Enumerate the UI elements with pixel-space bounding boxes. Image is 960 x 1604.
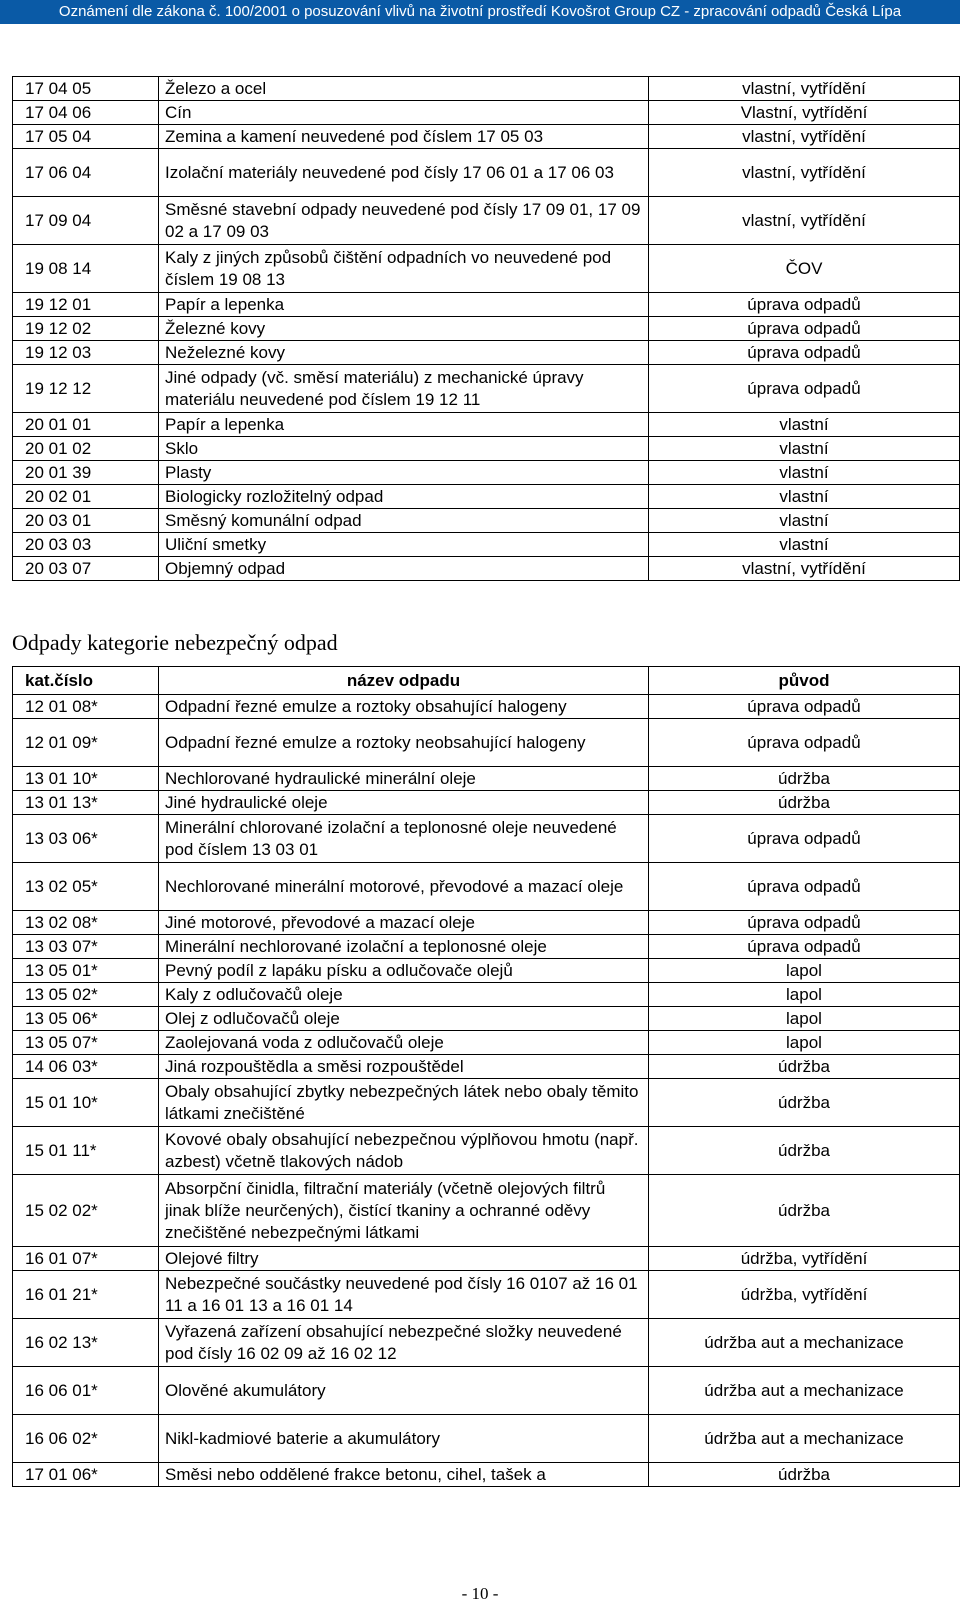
table-row: [13, 509, 960, 533]
waste-code: 13 02 05*: [13, 863, 159, 911]
waste-origin: úprava odpadů: [649, 365, 960, 413]
table-row: [13, 767, 960, 791]
waste-origin: úprava odpadů: [649, 719, 960, 767]
waste-origin: vlastní: [649, 509, 960, 533]
waste-name: Odpadní řezné emulze a roztoky neobsahující halogeny: [159, 719, 649, 767]
waste-code: 20 03 07: [13, 557, 159, 581]
waste-name: Směsný komunální odpad: [159, 509, 649, 533]
waste-code: 20 02 01: [13, 485, 159, 509]
waste-name: Obaly obsahující zbytky nebezpečných látek nebo obaly těmito látkami znečištěné: [159, 1079, 649, 1127]
waste-origin: vlastní: [649, 533, 960, 557]
waste-name: Plasty: [159, 461, 649, 485]
document-header: Oznámení dle zákona č. 100/2001 o posuzování vlivů na životní prostředí Kovošrot Group CZ - zpracování odpadů Česká Lípa: [0, 0, 960, 24]
waste-code: 13 03 06*: [13, 815, 159, 863]
table-row: [13, 1031, 960, 1055]
waste-code: 19 08 14: [13, 245, 159, 293]
waste-origin: úprava odpadů: [649, 911, 960, 935]
waste-origin: údržba: [649, 1175, 960, 1247]
table-row: [13, 1415, 960, 1463]
waste-name: Izolační materiály neuvedené pod čísly 17 06 01 a 17 06 03: [159, 149, 649, 197]
waste-origin: údržba, vytřídění: [649, 1271, 960, 1319]
table-row: [13, 197, 960, 245]
table-row: [13, 695, 960, 719]
waste-name: Zaolejovaná voda z odlučovačů oleje: [159, 1031, 649, 1055]
table-row: [13, 77, 960, 101]
waste-code: 13 02 08*: [13, 911, 159, 935]
waste-name: Směsi nebo oddělené frakce betonu, cihel, tašek a: [159, 1463, 649, 1487]
waste-origin: ČOV: [649, 245, 960, 293]
waste-origin: úprava odpadů: [649, 317, 960, 341]
waste-name: Železné kovy: [159, 317, 649, 341]
table-row: [13, 791, 960, 815]
waste-code: 20 01 39: [13, 461, 159, 485]
waste-code: 15 02 02*: [13, 1175, 159, 1247]
waste-code: 12 01 09*: [13, 719, 159, 767]
waste-code: 20 03 03: [13, 533, 159, 557]
waste-origin: vlastní, vytřídění: [649, 557, 960, 581]
table-row: [13, 1247, 960, 1271]
waste-origin: vlastní, vytřídění: [649, 125, 960, 149]
waste-origin: údržba aut a mechanizace: [649, 1367, 960, 1415]
table-row: [13, 1319, 960, 1367]
waste-origin: úprava odpadů: [649, 863, 960, 911]
table-row: [13, 983, 960, 1007]
waste-name: Absorpční činidla, filtrační materiály (včetně olejových filtrů jinak blíže neurčených), čistící tkaniny a ochranné oděvy znečištěné nebezpečnými látkami: [159, 1175, 649, 1247]
waste-name: Objemný odpad: [159, 557, 649, 581]
table-row: [13, 911, 960, 935]
waste-origin: vlastní: [649, 485, 960, 509]
waste-origin: vlastní, vytřídění: [649, 77, 960, 101]
waste-name: Sklo: [159, 437, 649, 461]
waste-code: 20 03 01: [13, 509, 159, 533]
table-row: [13, 101, 960, 125]
waste-name: Zemina a kamení neuvedené pod číslem 17 05 03: [159, 125, 649, 149]
waste-code: 14 06 03*: [13, 1055, 159, 1079]
waste-name: Jiná rozpouštědla a směsi rozpouštědel: [159, 1055, 649, 1079]
waste-code: 17 09 04: [13, 197, 159, 245]
waste-name: Směsné stavební odpady neuvedené pod čísly 17 09 01, 17 09 02 a 17 09 03: [159, 197, 649, 245]
waste-origin: údržba aut a mechanizace: [649, 1319, 960, 1367]
waste-code: 13 05 01*: [13, 959, 159, 983]
waste-origin: údržba: [649, 1055, 960, 1079]
table-row: [13, 1127, 960, 1175]
waste-code: 19 12 01: [13, 293, 159, 317]
waste-name: Kaly z odlučovačů oleje: [159, 983, 649, 1007]
waste-origin: údržba: [649, 1463, 960, 1487]
waste-name: Kaly z jiných způsobů čištění odpadních vo neuvedené pod číslem 19 08 13: [159, 245, 649, 293]
table-row: [13, 485, 960, 509]
waste-origin: úprava odpadů: [649, 815, 960, 863]
waste-name: Neželezné kovy: [159, 341, 649, 365]
waste-code: 13 05 07*: [13, 1031, 159, 1055]
waste-origin: Vlastní, vytřídění: [649, 101, 960, 125]
waste-name: Kovové obaly obsahující nebezpečnou výplňovou hmotu (např. azbest) včetně tlakových nádob: [159, 1127, 649, 1175]
waste-origin: vlastní, vytřídění: [649, 149, 960, 197]
waste-code: 12 01 08*: [13, 695, 159, 719]
waste-name: Papír a lepenka: [159, 293, 649, 317]
waste-code: 16 06 02*: [13, 1415, 159, 1463]
waste-origin: vlastní, vytřídění: [649, 197, 960, 245]
waste-origin: lapol: [649, 983, 960, 1007]
column-header-name: název odpadu: [159, 667, 649, 695]
waste-name: Papír a lepenka: [159, 413, 649, 437]
waste-origin: údržba: [649, 791, 960, 815]
table-row: [13, 365, 960, 413]
waste-code: 16 01 21*: [13, 1271, 159, 1319]
waste-origin: lapol: [649, 1031, 960, 1055]
waste-code: 15 01 11*: [13, 1127, 159, 1175]
table-row: [13, 959, 960, 983]
waste-code: 16 02 13*: [13, 1319, 159, 1367]
waste-origin: úprava odpadů: [649, 935, 960, 959]
waste-code: 16 06 01*: [13, 1367, 159, 1415]
table-row: [13, 1079, 960, 1127]
waste-code: 15 01 10*: [13, 1079, 159, 1127]
waste-code: 17 06 04: [13, 149, 159, 197]
waste-origin: údržba: [649, 1127, 960, 1175]
table-row: [13, 1463, 960, 1487]
waste-origin: vlastní: [649, 413, 960, 437]
table-row: [13, 719, 960, 767]
table-row: [13, 863, 960, 911]
table-row: [13, 533, 960, 557]
table-row: [13, 815, 960, 863]
waste-code: 20 01 02: [13, 437, 159, 461]
waste-name: Odpadní řezné emulze a roztoky obsahující halogeny: [159, 695, 649, 719]
waste-code: 13 03 07*: [13, 935, 159, 959]
page-number: - 10 -: [461, 1584, 499, 1603]
waste-name: Nechlorované hydraulické minerální oleje: [159, 767, 649, 791]
waste-origin: úprava odpadů: [649, 695, 960, 719]
waste-name: Nebezpečné součástky neuvedené pod čísly 16 0107 až 16 01 11 a 16 01 13 a 16 01 14: [159, 1271, 649, 1319]
table-row: [13, 149, 960, 197]
table-row: [13, 245, 960, 293]
table-row: [13, 1055, 960, 1079]
waste-code: 13 01 10*: [13, 767, 159, 791]
waste-origin: údržba: [649, 1079, 960, 1127]
waste-name: Pevný podíl z lapáku písku a odlučovače olejů: [159, 959, 649, 983]
waste-origin: vlastní: [649, 461, 960, 485]
waste-origin: úprava odpadů: [649, 341, 960, 365]
waste-code: 17 05 04: [13, 125, 159, 149]
waste-code: 20 01 01: [13, 413, 159, 437]
waste-name: Jiné odpady (vč. směsí materiálu) z mechanické úpravy materiálu neuvedené pod číslem 19 12 11: [159, 365, 649, 413]
table-row: [13, 437, 960, 461]
table-row: [13, 1271, 960, 1319]
table-header-row: [13, 667, 960, 695]
waste-name: Biologicky rozložitelný odpad: [159, 485, 649, 509]
table-row: [13, 293, 960, 317]
column-header-code: kat.číslo: [13, 667, 159, 695]
table-row: [13, 317, 960, 341]
waste-name: Jiné hydraulické oleje: [159, 791, 649, 815]
waste-name: Jiné motorové, převodové a mazací oleje: [159, 911, 649, 935]
waste-origin: vlastní: [649, 437, 960, 461]
table-row: [13, 341, 960, 365]
waste-origin: lapol: [649, 1007, 960, 1031]
waste-code: 13 05 06*: [13, 1007, 159, 1031]
table-row: [13, 1367, 960, 1415]
waste-name: Vyřazená zařízení obsahující nebezpečné složky neuvedené pod čísly 16 02 09 až 16 02 12: [159, 1319, 649, 1367]
waste-code: 19 12 12: [13, 365, 159, 413]
waste-name: Železo a ocel: [159, 77, 649, 101]
waste-code: 17 04 06: [13, 101, 159, 125]
table-row: [13, 461, 960, 485]
waste-name: Olej z odlučovačů oleje: [159, 1007, 649, 1031]
waste-table-hazardous: [12, 666, 960, 1487]
waste-origin: údržba aut a mechanizace: [649, 1415, 960, 1463]
waste-name: Olejové filtry: [159, 1247, 649, 1271]
table-row: [13, 413, 960, 437]
waste-name: Minerální nechlorované izolační a teplonosné oleje: [159, 935, 649, 959]
table-row: [13, 125, 960, 149]
waste-code: 17 04 05: [13, 77, 159, 101]
waste-name: Minerální chlorované izolační a teplonosné oleje neuvedené pod číslem 13 03 01: [159, 815, 649, 863]
waste-name: Nikl-kadmiové baterie a akumulátory: [159, 1415, 649, 1463]
waste-name: Cín: [159, 101, 649, 125]
waste-origin: údržba: [649, 767, 960, 791]
table-row: [13, 935, 960, 959]
waste-name: Olověné akumulátory: [159, 1367, 649, 1415]
waste-origin: lapol: [649, 959, 960, 983]
waste-code: 19 12 02: [13, 317, 159, 341]
waste-origin: údržba, vytřídění: [649, 1247, 960, 1271]
waste-name: Uliční smetky: [159, 533, 649, 557]
column-header-origin: původ: [649, 667, 960, 695]
waste-code: 16 01 07*: [13, 1247, 159, 1271]
table-row: [13, 1175, 960, 1247]
waste-origin: úprava odpadů: [649, 293, 960, 317]
table-row: [13, 1007, 960, 1031]
waste-table-other: [12, 76, 960, 581]
table-row: [13, 557, 960, 581]
waste-name: Nechlorované minerální motorové, převodové a mazací oleje: [159, 863, 649, 911]
waste-code: 13 01 13*: [13, 791, 159, 815]
waste-code: 13 05 02*: [13, 983, 159, 1007]
waste-code: 19 12 03: [13, 341, 159, 365]
section-title: Odpady kategorie nebezpečný odpad: [12, 630, 338, 655]
waste-code: 17 01 06*: [13, 1463, 159, 1487]
